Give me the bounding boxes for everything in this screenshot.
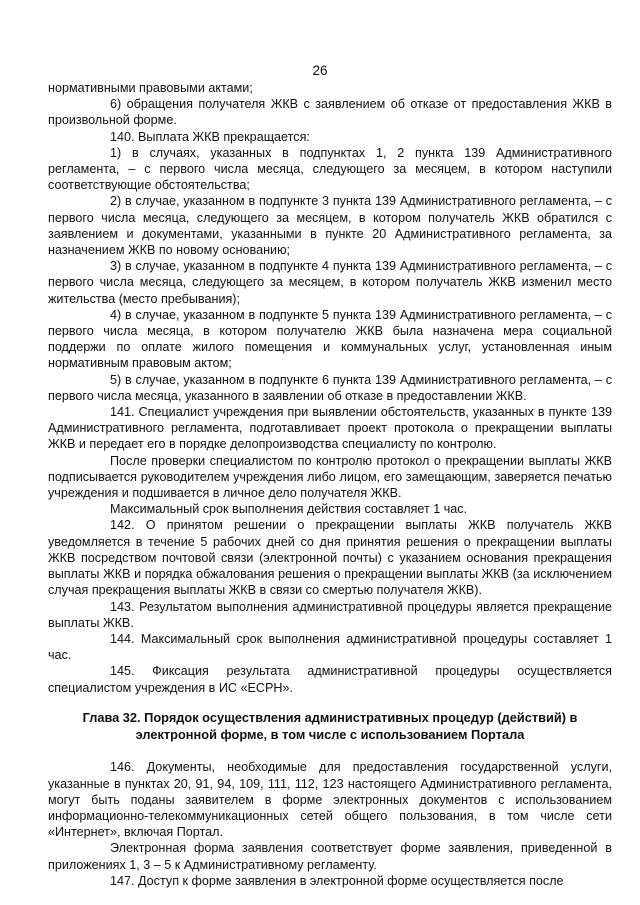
paragraph: 147. Доступ к форме заявления в электронной форме осуществляется после (110, 873, 564, 888)
paragraph: 144. Максимальный срок выполнения административной процедуры составляет 1 час. (48, 631, 612, 663)
paragraph: 6) обращения получателя ЖКВ с заявлением об отказе от предоставления ЖКВ в произвольной форме. (48, 97, 612, 128)
chapter-heading: Глава 32. Порядок осуществления административных процедур (действий) в электронной форме, в том числе с использованием Портала (82, 709, 578, 742)
paragraph: 146. Документы, необходимые для предоставления государственной услуги, указанные в пунктах 20, 91, 94, 109, 111, 112, 123 настоящего Административного регламента, могут быть поданы заявителем в форме электронных документов с использованием информационно-телекоммуникационных сетей общего пользования, в том числе сети «Интернет», включая Портал. (48, 760, 612, 840)
paragraph: 140. Выплата ЖКВ прекращается: (110, 129, 310, 144)
paragraph: 4) в случае, указанном в подпункте 5 пункта 139 Административного регламента, – с первого числа месяца, в котором получателю ЖКВ была назначена мера социальной поддержи по оплате жилого помещения и коммунальных услуг, установленная иным нормативным правовым актом; (48, 307, 612, 371)
page-number: 26 (312, 63, 328, 78)
paragraph: После проверки специалистом по контролю протокол о прекращении выплаты ЖКВ подписывается руководителем учреждения либо лицом, его замещающим, заверяется печатью учреждения и подшивается в личное дело получателя ЖКВ. (48, 453, 612, 501)
document-body (48, 80, 612, 889)
paragraph: 1) в случаях, указанных в подпунктах 1, 2 пункта 139 Административного регламента, – с первого числа месяца, следующего за месяцем, в котором наступили соответствующие обстоятельства; (48, 145, 612, 193)
paragraph: 5) в случае, указанном в подпункте 6 пункта 139 Административного регламента, – с первого числа месяца, указанного в заявлении об отказе в предоставлении ЖКВ. (48, 372, 612, 403)
paragraph: нормативными правовыми актами; (48, 81, 253, 95)
paragraph: 143. Результатом выполнения административной процедуры является прекращение выплаты ЖКВ. (48, 599, 612, 630)
paragraph: Электронная форма заявления соответствует форме заявления, приведенной в приложениях 1, 3 – 5 к Административному регламенту. (48, 841, 612, 872)
paragraphs-bottom (48, 759, 612, 889)
paragraph: 2) в случае, указанном в подпункте 3 пункта 139 Административного регламента, – с первого числа месяца, следующего за месяцем, в котором получатель ЖКВ обратился с заявлением и документами, указанными в пункте 20 Административного регламента, за назначением ЖКВ по новому основанию; (48, 194, 612, 258)
paragraph: 145. Фиксация результата административной процедуры осуществляется специалистом учреждения в ИС «ЕСРН». (48, 664, 612, 695)
paragraph: Максимальный срок выполнения действия составляет 1 час. (110, 502, 468, 517)
paragraphs-top (48, 80, 612, 696)
paragraph: 3) в случае, указанном в подпункте 4 пункта 139 Административного регламента, – с первого числа месяца, следующего за месяцем, в котором получатель ЖКВ изменил место жительства (место пребывания); (48, 259, 612, 306)
paragraph: 141. Специалист учреждения при выявлении обстоятельств, указанных в пункте 139 Административного регламента, подготавливает проект протокола о прекращении выплаты ЖКВ и передает его в порядке делопроизводства специалисту по контролю. (48, 405, 612, 452)
paragraph: 142. О принятом решении о прекращении выплаты ЖКВ получатель ЖКВ уведомляется в течение 5 рабочих дней со дня принятия решения о прекращении выплаты ЖКВ посредством почтовой связи (электронной почты) с указанием основания прекращения выплаты ЖКВ и порядка обжалования решения о прекращении выплаты ЖКВ (за исключением случая прекращения выплаты ЖКВ в связи со смертью получателя ЖКВ). (48, 518, 612, 598)
